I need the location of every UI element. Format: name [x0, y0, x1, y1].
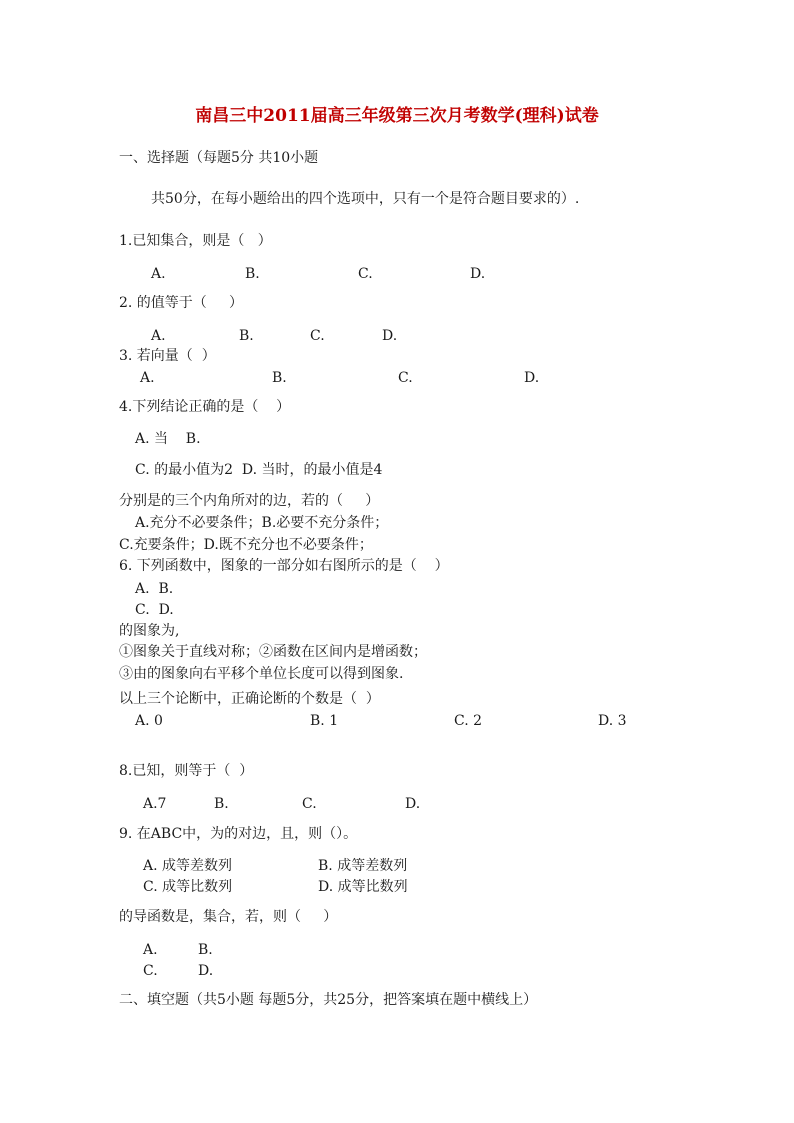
- q7-stem: 以上三个论断中，正确论断的个数是（ ）: [119, 691, 380, 707]
- q1-stem: 1.已知集合，则是（ ）: [119, 233, 272, 249]
- q7-option-a: A. 0: [135, 713, 163, 729]
- q10-stem: 的导函数是，集合，若，则（ ）: [119, 909, 338, 925]
- q1-option-c: C.: [358, 266, 373, 282]
- q10-option-b: B.: [198, 942, 213, 958]
- q3-option-b: B.: [272, 370, 287, 386]
- q1-option-b: B.: [245, 266, 260, 282]
- q2-stem: 2. 的值等于（ ）: [119, 295, 244, 311]
- q2-option-d: D.: [382, 328, 398, 344]
- q1-option-a: A.: [151, 266, 166, 282]
- q2-option-a: A.: [151, 328, 166, 344]
- q9-option-b: B. 成等差数列: [318, 858, 408, 874]
- section2-heading: 二、填空题（共5小题 每题5分，共25分，把答案填在题中横线上）: [119, 992, 538, 1008]
- q7-option-b: B. 1: [310, 713, 339, 729]
- exam-title: 南昌三中2011届高三年级第三次月考数学(理科)试卷: [195, 106, 599, 126]
- q6-stem: 6. 下列函数中，图象的一部分如右图所示的是（ ）: [119, 558, 449, 574]
- q4-stem: 4.下列结论正确的是（ ）: [119, 399, 291, 415]
- q5-options-ab: A.充分不必要条件；B.必要不充分条件；: [135, 515, 389, 531]
- q9-option-d: D. 成等比数列: [318, 879, 408, 895]
- q10-option-a: A.: [143, 942, 158, 958]
- q10-option-c: C.: [143, 963, 158, 979]
- q2-option-c: C.: [310, 328, 325, 344]
- q3-option-a: A.: [140, 370, 155, 386]
- q9-stem: 9. 在ABC中，为的对边，且，则（）。: [119, 826, 358, 842]
- q8-option-b: B.: [214, 796, 229, 812]
- q9-option-c: C. 成等比数列: [143, 879, 233, 895]
- section1-heading: 一、选择题（每题5分 共10小题: [119, 150, 319, 166]
- q7-option-c: C. 2: [454, 713, 483, 729]
- q2-option-b: B.: [239, 328, 254, 344]
- q7-option-d: D. 3: [598, 713, 627, 729]
- q4-options-ab: A. 当 B.: [135, 431, 201, 447]
- q8-option-a: A.7: [143, 796, 167, 812]
- q9-option-a: A. 成等差数列: [143, 858, 233, 874]
- q1-option-d: D.: [470, 266, 486, 282]
- q3-option-c: C.: [398, 370, 413, 386]
- q7-statement-2: ③由的图象向右平移个单位长度可以得到图象.: [119, 666, 404, 682]
- q4-options-cd: C. 的最小值为2 D. 当时，的最小值是4: [135, 462, 383, 478]
- q3-option-d: D.: [524, 370, 540, 386]
- q8-option-d: D.: [405, 796, 421, 812]
- section1-instruction: 共50分，在每小题给出的四个选项中，只有一个是符合题目要求的）.: [151, 191, 580, 207]
- q8-stem: 8.已知，则等于（ ）: [119, 763, 254, 779]
- q7-statement-1: ①图象关于直线对称；②函数在区间内是增函数；: [119, 644, 427, 660]
- q7-intro: 的图象为,: [119, 623, 180, 639]
- q10-option-d: D.: [198, 963, 214, 979]
- q6-options-ab: A. B.: [135, 581, 174, 597]
- q6-options-cd: C. D.: [135, 602, 174, 618]
- q5-options-cd: C.充要条件；D.既不充分也不必要条件；: [119, 537, 373, 553]
- q3-stem: 3. 若向量（ ）: [119, 348, 216, 364]
- q8-option-c: C.: [302, 796, 317, 812]
- q5-stem: 分别是的三个内角所对的边，若的（ ）: [119, 493, 380, 509]
